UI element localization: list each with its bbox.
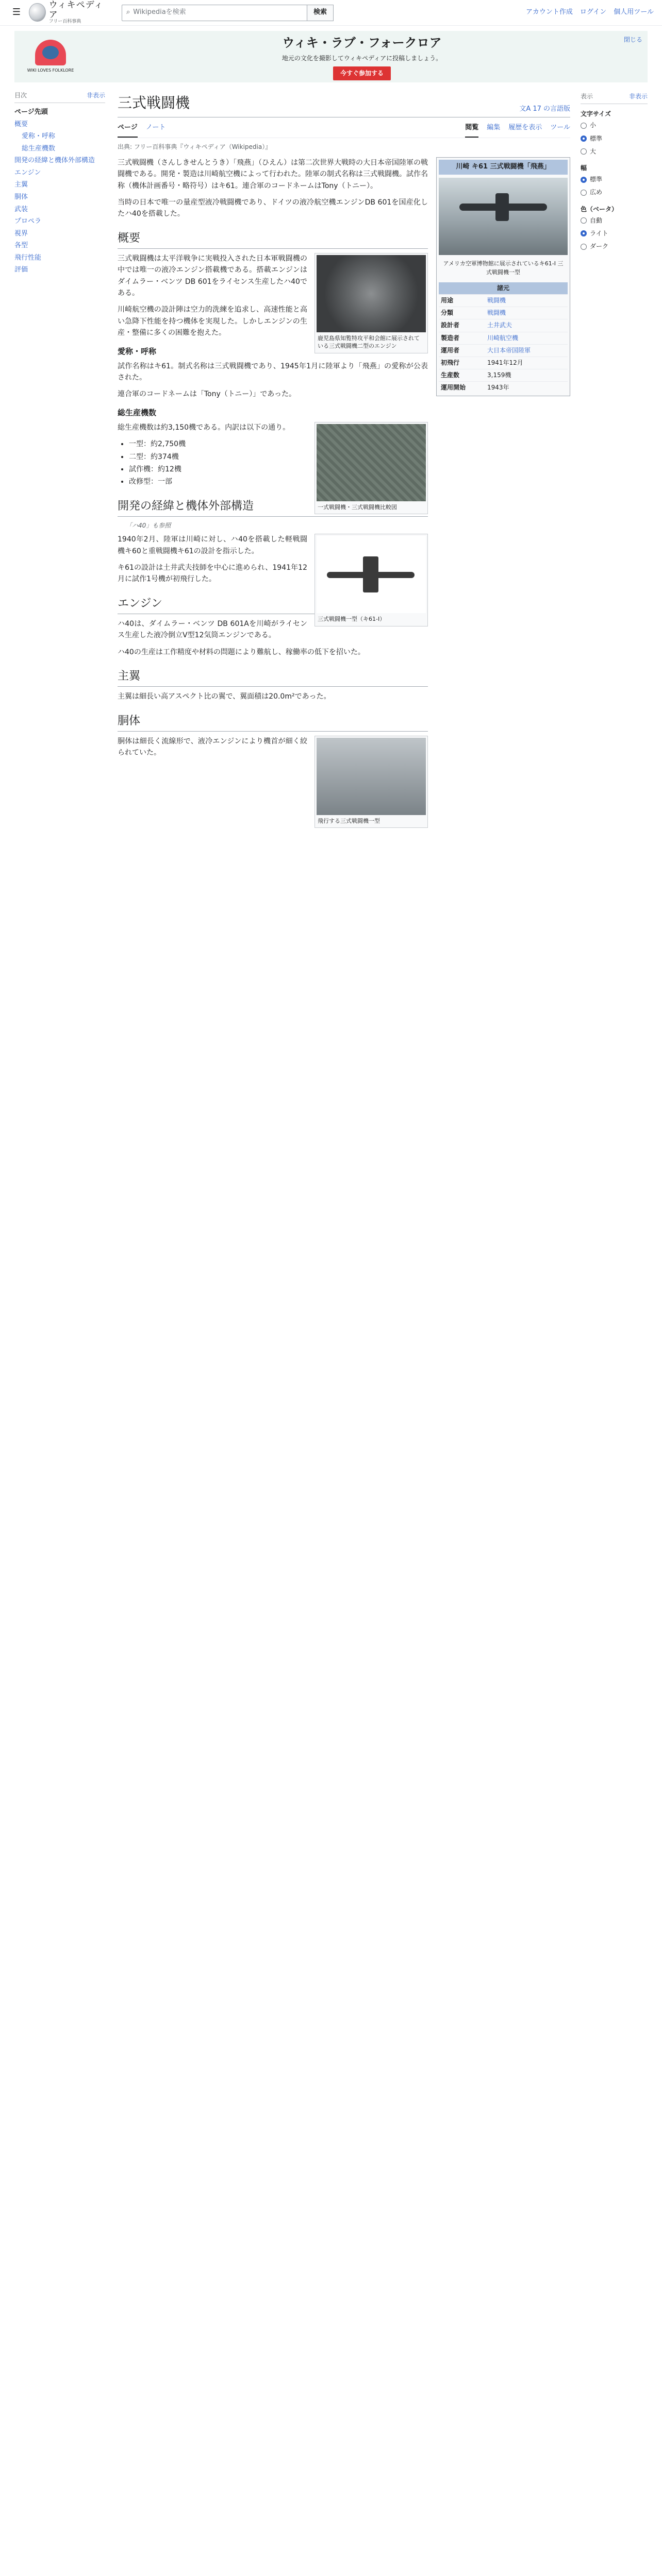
paragraph: 連合軍のコードネームは「Tony（トニー）」であった。 [118, 390, 296, 399]
figure-caption: 三式戦闘機一型（キ61-I） [318, 616, 386, 623]
toc-item[interactable]: ページ先頭 [14, 108, 48, 116]
infobox-value[interactable]: 戦闘機 [487, 309, 506, 317]
section-heading: エンジン [118, 595, 428, 614]
radio-icon [581, 148, 587, 155]
infobox-value: 3,159機 [487, 371, 511, 379]
radio-label: 自動 [590, 216, 603, 224]
search-icon: ⌕ [126, 8, 130, 16]
appearance-panel [570, 82, 648, 833]
radio-icon [581, 123, 587, 129]
language-count: 17 の言語版 [533, 105, 570, 113]
flight-photo[interactable] [317, 738, 426, 815]
translate-icon: 文A [519, 105, 531, 113]
infobox-key: 運用開始 [441, 384, 466, 392]
search-placeholder: Wikipediaを検索 [133, 8, 186, 16]
text-size-label: 文字サイズ [581, 110, 611, 118]
infobox-row [439, 294, 568, 307]
toc-sidebar [14, 82, 105, 833]
subsection-heading: 総生産機数 [118, 408, 157, 417]
search-input[interactable] [122, 5, 307, 21]
toc-item[interactable]: 愛称・呼称 [22, 132, 56, 141]
list-item: • 二型：約374機 [129, 451, 428, 463]
section-heading: 胴体 [118, 712, 428, 732]
subsection-heading: 愛称・呼称 [118, 346, 157, 356]
paragraph: キ61の設計は土井武夫技師を中心に進められ、1941年12月に試作1号機が初飛行した。 [118, 563, 307, 584]
radio-option[interactable] [581, 227, 648, 240]
appearance-hide-button[interactable]: 非表示 [628, 93, 648, 100]
radio-option[interactable] [581, 240, 648, 253]
intro-paragraph: 三式戦闘機（さんしきせんとうき）「飛燕」（ひえん）は第二次世界大戦時の大日本帝国陸軍の戦闘機である。開発・製造は川崎航空機によって行われた。陸軍の制式名称は三式戦闘機。試作名称（機体計画番号・略符号）はキ61。連合軍のコードネームはTony（トニー）。 [118, 158, 428, 190]
paragraph: 主翼は細長い高アスペクト比の翼で、翼面積は20.0m²であった。 [118, 692, 331, 701]
list-item: • 一型：約2,750機 [129, 438, 428, 450]
toc-item[interactable]: 概要 [14, 120, 28, 128]
color-label: 色（ベータ） [581, 205, 618, 213]
toc-item[interactable]: 各型 [14, 242, 28, 250]
radio-option[interactable] [581, 145, 648, 158]
toc-item[interactable]: 総生産機数 [22, 144, 56, 152]
radio-label: 大 [590, 147, 597, 155]
radio-label: 小 [590, 122, 597, 129]
width-label: 幅 [581, 164, 587, 172]
infobox-row [439, 332, 568, 344]
section-heading: 概要 [118, 229, 428, 249]
infobox-value[interactable]: 土井武夫 [487, 321, 512, 329]
infobox-row [439, 381, 568, 394]
tab-history[interactable]: 履歴を表示 [508, 123, 542, 131]
radio-label: 標準 [590, 176, 603, 183]
toc-item[interactable]: 視界 [14, 229, 28, 238]
figure [315, 253, 428, 353]
infobox [436, 157, 570, 397]
infobox-row [439, 344, 568, 357]
infobox-title: 川崎 キ61 三式戦闘機「飛燕」 [439, 160, 568, 175]
radio-label: 広め [590, 189, 603, 196]
radio-option[interactable] [581, 119, 648, 132]
appearance-title: 表示 [581, 93, 593, 100]
radio-icon [581, 135, 587, 142]
create-account-link[interactable]: アカウント作成 [526, 8, 573, 16]
header [0, 0, 662, 26]
toc-hide-button[interactable]: 非表示 [86, 92, 105, 99]
infobox-section: 諸元 [439, 282, 568, 294]
radio-icon [581, 230, 587, 236]
search-button[interactable]: 検索 [307, 5, 334, 21]
radio-label: 標準 [590, 134, 603, 142]
tab-page[interactable]: ページ [118, 121, 138, 138]
section-heading: 開発の経緯と機体外部構造 [118, 497, 428, 517]
paragraph: 川崎航空機の設計陣は空力的洗練を追求し、高速性能と高い急降下性能を持つ機体を実現した。しかしエンジンの生産・整備に多くの困難を抱えた。 [118, 306, 307, 337]
infobox-key: 用途 [441, 296, 454, 304]
toc-item[interactable]: 武装 [14, 205, 28, 213]
toc-item[interactable]: 飛行性能 [14, 253, 42, 262]
infobox-value: 1943年 [487, 384, 509, 392]
language-button[interactable] [519, 104, 570, 115]
paragraph: ハ40の生産は工作精度や材料の問題により難航し、稼働率の低下を招いた。 [118, 648, 365, 656]
infobox-key: 製造者 [441, 334, 460, 342]
infobox-key: 生産数 [441, 371, 460, 379]
menu-icon[interactable]: ☰ [12, 7, 21, 18]
section-heading: 主翼 [118, 667, 428, 687]
hatnote: 「ハ40」も参照 [126, 521, 171, 529]
radio-option[interactable] [581, 173, 648, 186]
infobox-row [439, 357, 568, 369]
radio-icon [581, 244, 587, 250]
list-item: • 試作機：約12機 [129, 464, 428, 475]
figure-caption: 鹿児島県知覧特攻平和会館に展示されている三式戦闘機二型のエンジン [318, 334, 420, 350]
logo-subtitle: フリー百科事典 [48, 19, 81, 25]
comparison-image[interactable] [317, 424, 426, 501]
radio-option[interactable] [581, 186, 648, 199]
banner-subtitle: 地元の文化を撮影してウィキペディアに投稿しましょう。 [282, 55, 442, 62]
toc-item[interactable]: 評価 [14, 266, 28, 274]
paragraph: 胴体は細長く流線形で、液冷エンジンにより機首が細く絞られていた。 [118, 737, 307, 757]
infobox-key: 設計者 [441, 321, 460, 329]
engine-photo[interactable] [317, 255, 426, 332]
radio-label: ライト [590, 229, 608, 237]
tab-talk[interactable]: ノート [145, 123, 166, 131]
tab-edit[interactable]: 編集 [487, 123, 501, 131]
personal-tools-link[interactable]: 個人用ツール [614, 8, 654, 16]
tab-read[interactable]: 閲覧 [465, 121, 478, 138]
figure [315, 422, 428, 514]
banner-logo [25, 36, 76, 77]
paragraph: ハ40は、ダイムラー・ベンツ DB 601Aを川崎がライセンス生産した液冷倒立V型12気筒エンジンである。 [118, 619, 307, 640]
figure [315, 736, 428, 828]
infobox-row [439, 369, 568, 381]
infobox-key: 分類 [441, 309, 454, 317]
toc-item[interactable]: 主翼 [14, 181, 28, 189]
paragraph: 1940年2月、陸軍は川崎に対し、ハ40を搭載した軽戦闘機キ60と重戦闘機キ61の設計を指示した。 [118, 535, 307, 555]
intro-paragraph: 当時の日本で唯一の量産型液冷戦闘機であり、ドイツの液冷航空機エンジンDB 601を国産化したハ40を搭載した。 [118, 198, 428, 218]
list-item: • 改修型：一部 [129, 476, 428, 487]
infobox-key: 初飛行 [441, 359, 460, 366]
banner-close-button[interactable]: 閉じる [623, 36, 642, 43]
logo[interactable] [29, 1, 106, 25]
paragraph: 試作名称はキ61。制式名称は三式戦闘機であり、1945年1月に陸軍より「飛燕」の愛称が公表された。 [118, 362, 428, 382]
campaign-banner [14, 31, 648, 82]
infobox-caption: アメリカ空軍博物館に展示されているキ61-I 三式戦闘機一型 [443, 260, 564, 276]
figure-caption: 飛行する三式戦闘機一型 [318, 817, 380, 824]
infobox-row [439, 319, 568, 331]
banner-logo-caption: WIKI LOVES FOLKLORE [27, 67, 74, 73]
aircraft-photo[interactable] [439, 178, 568, 255]
login-link[interactable]: ログイン [580, 8, 607, 16]
page-title: 三式戦闘機 [118, 94, 190, 111]
infobox-value[interactable]: 川崎航空機 [487, 334, 519, 342]
infobox-row [439, 307, 568, 319]
toc-title: 目次 [14, 92, 27, 99]
paragraph: 総生産機数は約3,150機である。内訳は以下の通り。 [118, 423, 290, 432]
toc-item[interactable]: 胴体 [14, 193, 28, 201]
banner-join-button[interactable]: 今すぐ参加する [333, 66, 391, 80]
heart-icon [35, 40, 66, 65]
infobox-value: 1941年12月 [487, 359, 523, 366]
source-line: 出典: フリー百科事典『ウィキペディア（Wikipedia）』 [118, 143, 272, 150]
infobox-value[interactable]: 戦闘機 [487, 296, 506, 304]
toc-item[interactable]: プロペラ [14, 217, 42, 226]
plane-drawing[interactable] [317, 536, 426, 613]
figure-caption: 一式戦闘機・三式戦闘機比較図 [318, 503, 397, 511]
tab-tools[interactable]: ツール [550, 123, 570, 131]
radio-option[interactable] [581, 132, 648, 145]
radio-icon [581, 177, 587, 183]
paragraph: 三式戦闘機は太平洋戦争に実戦投入された日本軍戦闘機の中では唯一の液冷エンジン搭載機である。搭載エンジンはダイムラー・ベンツ DB 601をライセンス生産したハ40である。 [118, 254, 307, 298]
radio-label: ダーク [590, 243, 609, 250]
radio-icon [581, 190, 587, 196]
user-links [526, 7, 654, 18]
infobox-value[interactable]: 大日本帝国陸軍 [487, 346, 531, 354]
figure [315, 534, 428, 626]
globe-icon [29, 3, 46, 22]
logo-title: ウィキペディア [48, 0, 104, 20]
toc-item[interactable]: エンジン [14, 168, 41, 177]
radio-option[interactable] [581, 214, 648, 227]
banner-title: ウィキ・ラブ・フォークロア [282, 35, 442, 50]
article-body [118, 157, 436, 833]
infobox-key: 運用者 [441, 346, 460, 354]
plane-silhouette [459, 204, 547, 211]
radio-icon [581, 217, 587, 224]
toc-item[interactable]: 開発の経緯と機体外部構造 [14, 157, 95, 165]
search [122, 5, 334, 21]
